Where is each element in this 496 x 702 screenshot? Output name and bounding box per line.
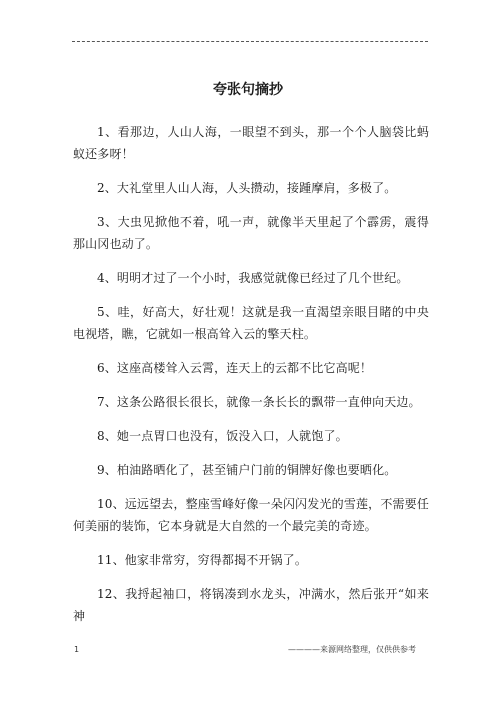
paragraph-3: 3、大虫见掀他不着，吼一声，就像半天里起了个霹雳，震得那山冈也动了。 <box>73 215 429 251</box>
paragraph-12: 12、我捋起袖口，将锅凑到水龙头，冲满水，然后张开“如来神 <box>73 587 429 623</box>
paragraph-9: 9、柏油路晒化了，甚至铺户门前的铜牌好像也要晒化。 <box>97 463 397 477</box>
paragraph-10: 10、远远望去，整座雪峰好像一朵闪闪发光的雪莲，不需要任何美丽的装饰，它本身就是大自然的一个最完美的奇迹。 <box>73 497 429 533</box>
paragraph-8: 8、她一点胃口也没有，饭没入口，人就饱了。 <box>97 429 348 443</box>
document-title: 夸张句摘抄 <box>213 82 283 98</box>
footer-source-note: ————来源网络整理，仅供供参考 <box>288 645 416 654</box>
paragraph-11: 11、他家非常穷，穷得都揭不开锅了。 <box>97 553 307 567</box>
page-number: 1 <box>74 645 80 654</box>
paragraph-5: 5、哇，好高大，好壮观！这就是我一直渴望亲眼目睹的中央电视塔，瞧，它就如一根高耸入云的擎天柱。 <box>73 305 429 341</box>
header-dashed-rule <box>72 41 428 42</box>
paragraph-7: 7、这条公路很长很长，就像一条长长的飘带一直伸向天边。 <box>97 395 421 409</box>
paragraph-2: 2、大礼堂里人山人海，人头攒动，接踵摩肩，多极了。 <box>97 181 397 195</box>
paragraph-4: 4、明明才过了一个小时，我感觉就像已经过了几个世纪。 <box>97 271 409 285</box>
document-body <box>73 121 429 639</box>
paragraph-6: 6、这座高楼耸入云霄，连天上的云都不比它高呢！ <box>97 361 373 375</box>
paragraph-1: 1、看那边，人山人海，一眼望不到头，那一个个人脑袋比蚂蚁还多呀！ <box>73 125 429 161</box>
